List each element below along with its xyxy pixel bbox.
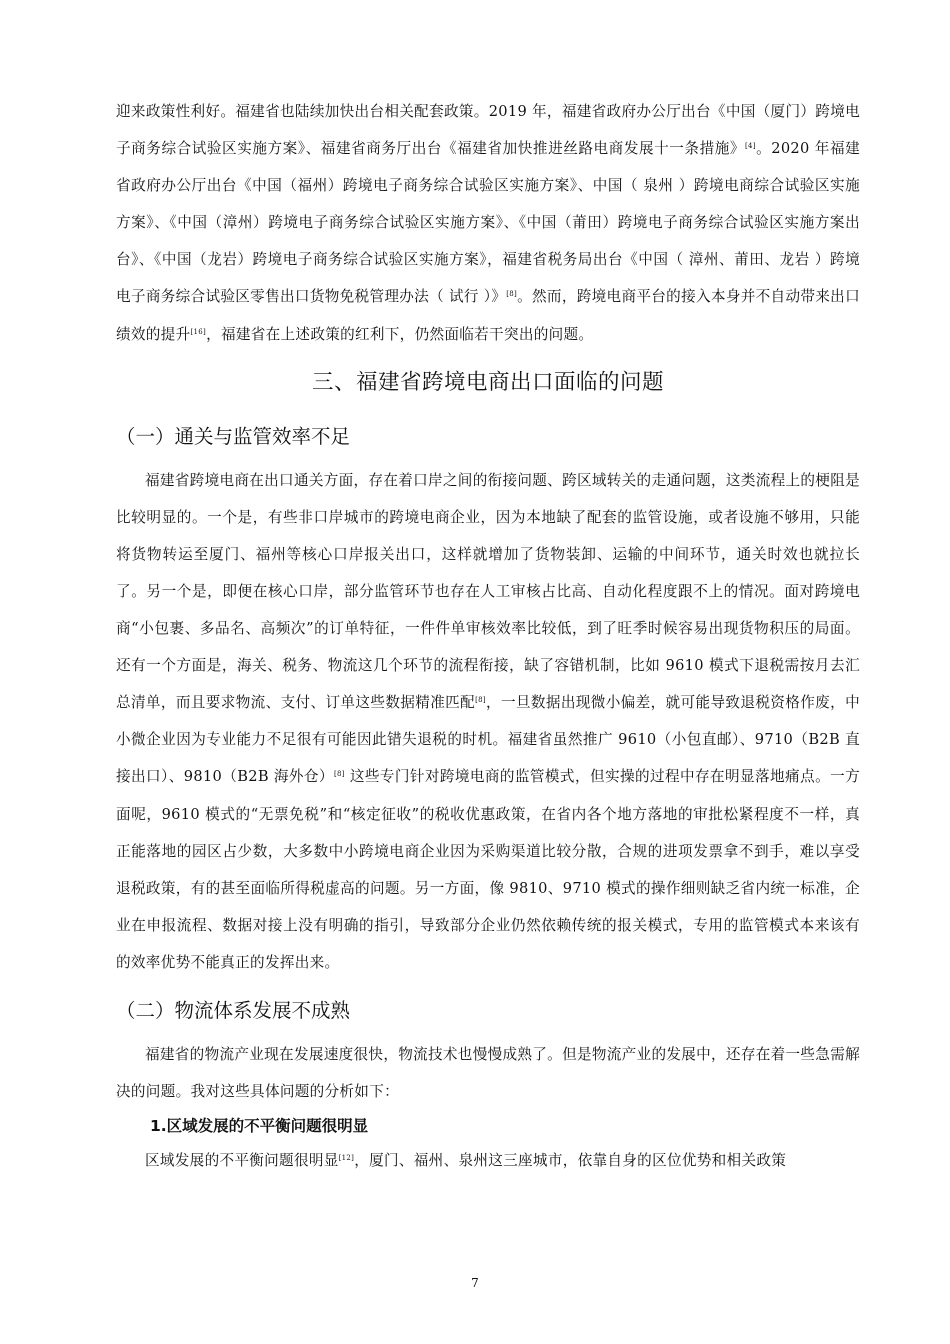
subsection-heading-customs: （一）通关与监管效率不足 [116, 424, 351, 448]
paragraph-text: ，厦门、福州、泉州这三座城市，依靠自身的区位优势和相关政策 [354, 1152, 787, 1170]
page-body [116, 93, 860, 1179]
regional-imbalance-paragraph [116, 1142, 860, 1179]
paragraph-text: 这些专门针对跨境电商的监管模式，但实操的过程中存在明显落地痛点。一方面呢，9610 模式的“无票免税”和“核定征收”的税收优惠政策，在省内各个地方落地的审批松紧程度不一样，真正能落地的园区占少数，大多数中小跨境电商企业因为采购渠道比较分散，合规的进项发票拿不到手，难以享受退税政策，有的甚至面临所得税虚高的问题。另一方面，像 9810、9710 模式的操作细则缺乏省内统一标准，企业在申报流程、数据对接上没有明确的指引，导致部分企业仍然依赖传统的报关模式，专用的监管模式本来该有的效率优势不能真正的发挥出来。 [116, 768, 860, 971]
citation-ref: [8] [475, 696, 486, 705]
paragraph-text: 。2020 年福建省政府办公厅出台《中国（福州）跨境电子商务综合试验区实施方案》、中国（ 泉州 ）跨境电商综合试验区实施方案》、《中国（漳州）跨境电子商务综合试验区实施方案》、《中国（莆田）跨境电子商务综合试验区实施方案出台》、《中国（龙岩）跨境电子商务综合试验区实施方案》，福建省税务局出台《中国（ 漳州、莆田、龙岩 ）跨境电子商务综合试验区零售出口货物免税管理办法（ 试行 ）》 [116, 140, 860, 306]
citation-ref: [8] [506, 290, 518, 299]
paragraph-text: 。然而，跨境电商平台的接入本身并不自动带来出口绩效的提升 [116, 288, 860, 343]
logistics-paragraph [116, 1036, 860, 1110]
paragraph-text: ，一旦数据出现微小偏差，就可能导致退税资格作废，中小微企业因为专业能力不足很有可能因此错失退税的时机。福建省虽然推广 9610（小包直邮）、9710（B2B 直接出口）、9810（B2B 海外仓） [116, 694, 860, 786]
paragraph-text: 福建省的物流产业现在发展速度很快，物流技术也慢慢成熟了。但是物流产业的发展中，还存在着一些急需解决的问题。我对这些具体问题的分析如下： [116, 1045, 860, 1101]
citation-ref: [16] [190, 327, 207, 336]
item-heading-regional-imbalance: 1.区域发展的不平衡问题很明显 [150, 1117, 369, 1136]
paragraph-text: ，福建省在上述政策的红利下，仍然面临若干突出的问题。 [206, 325, 594, 343]
citation-ref: [8] [333, 770, 345, 779]
citation-ref: [4] [745, 142, 756, 151]
paragraph-text: 福建省跨境电商在出口通关方面，存在着口岸之间的衔接问题、跨区域转关的走通问题，这类流程上的梗阻是比较明显的。一个是，有些非口岸城市的跨境电商企业，因为本地缺了配套的监管设施，或者设施不够用，只能将货物转运至厦门、福州等核心口岸报关出口，这样就增加了货物装卸、运输的中间环节，通关时效也就拉长了。另一个是，即便在核心口岸，部分监管环节也存在人工审核占比高、自动化程度跟不上的情况。面对跨境电商“小包裹、多品名、高频次”的订单特征，一件件单审核效率比较低，到了旺季时候容易出现货物积压的局面。还有一个方面是，海关、税务、物流这几个环节的流程衔接，缺了容错机制，比如 9610 模式下退税需按月去汇总清单，而且要求物流、支付、订单这些数据精准匹配 [116, 471, 860, 712]
citation-ref: [12] [338, 1154, 355, 1163]
paragraph-text: 区域发展的不平衡问题很明显 [145, 1152, 339, 1170]
paragraph-text: 迎来政策性利好。福建省也陆续加快出台相关配套政策。2019 年，福建省政府办公厅出台《中国（厦门）跨境电子商务综合试验区实施方案》、福建省商务厅出台《福建省加快推进丝路电商发展十一条措施》 [116, 103, 860, 158]
section-heading: 三、福建省跨境电商出口面临的问题 [311, 369, 664, 395]
customs-paragraph [116, 462, 860, 981]
subsection-heading-logistics: （二）物流体系发展不成熟 [116, 998, 351, 1022]
page-number: 7 [471, 1276, 479, 1290]
policy-paragraph [116, 93, 860, 353]
